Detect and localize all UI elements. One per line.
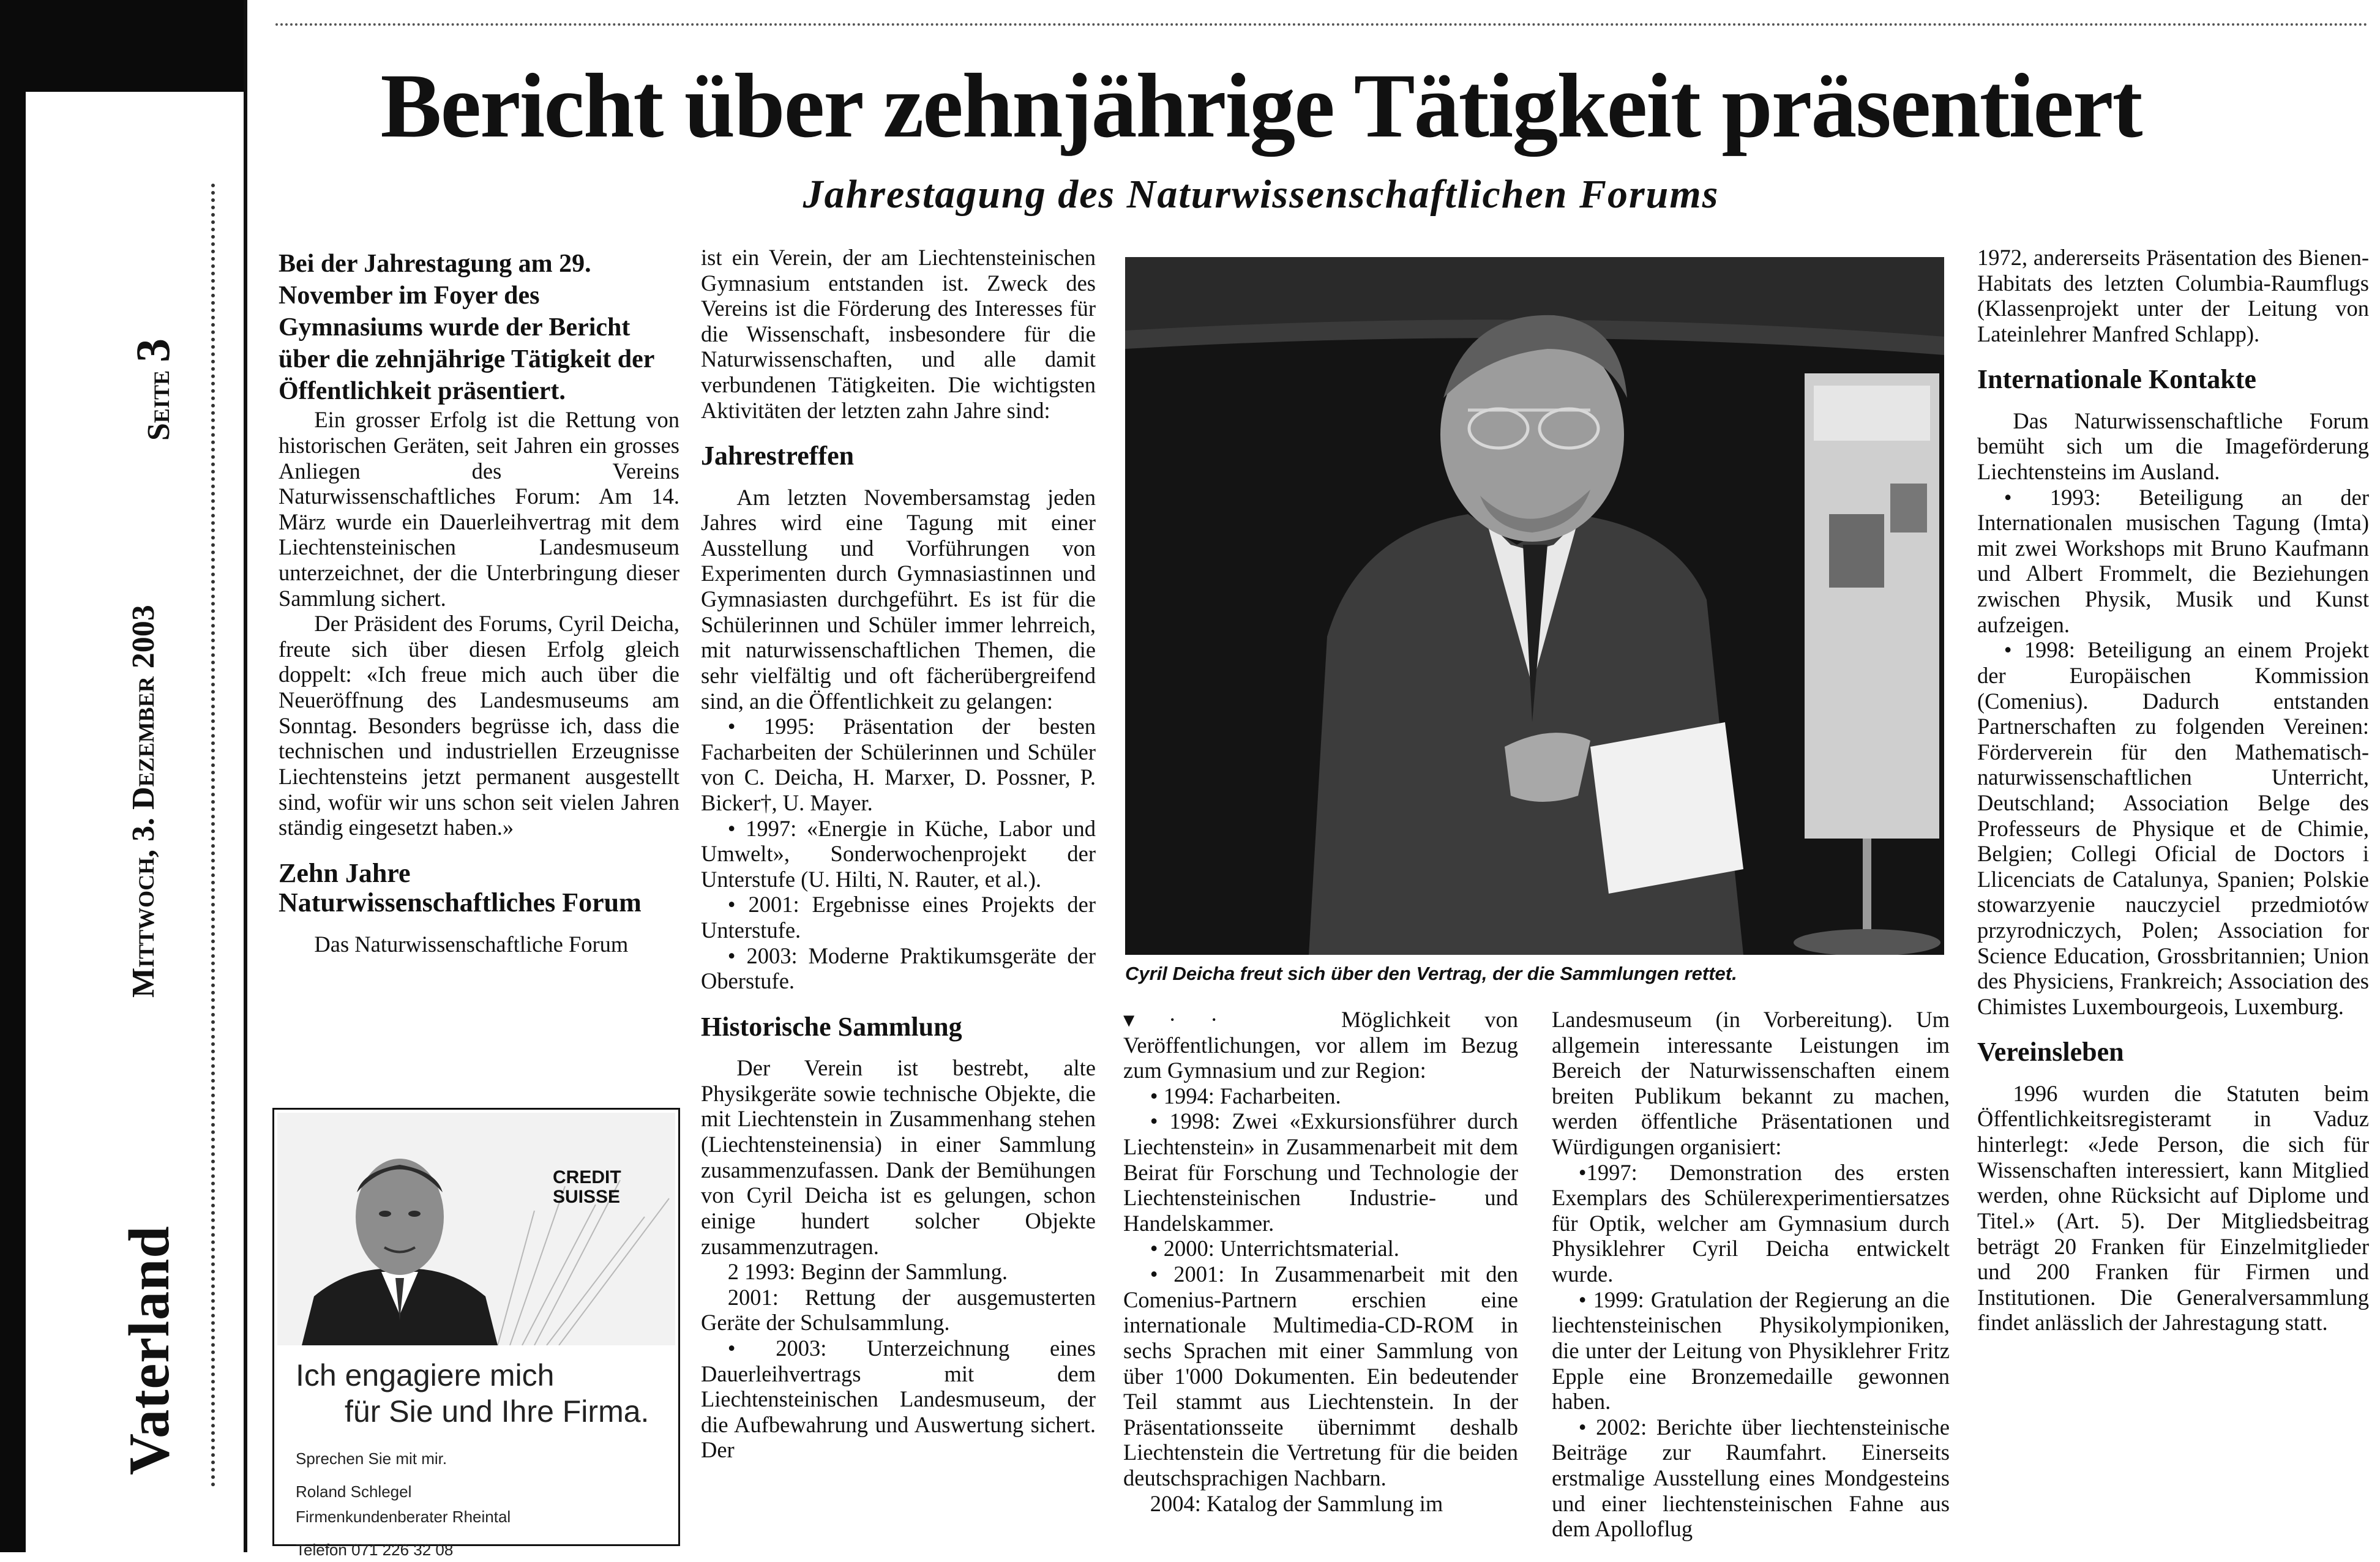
list-item: • 1998: Beteiligung an einem Projekt der Europäischen Kommission (Comenius). Dadurch entstanden Partnerschaften zu folgenden Vereinen: Förderverein für den Mathematisch-naturwissenschaftlichen Unterricht, Deutschland; Association Belge des Professeurs de Physique et de Chimie, Belgien; Collegi Oficial de Doctors i Llicenciats de Catalunya, Spanien; Polskie stowarzyenie nauczyciel przedmiotów przyrodniczych, Polen; Association for Science Education, Grossbritannien; Union des Physiciens, Frankreich; Association des Chimistes Luxembourgeois, Luxemburg. [1977,637,2369,1019]
scan-edge-strip [26,92,246,165]
page-number [125,338,181,441]
paragraph: Landesmuseum (in Vorbereitung). Um allgemein interessante Leistungen im Bereich der Naturwissenschaften einem breiten Publikum bekannt zu machen, werden öffentliche Präsentationen und Würdigungen organisiert: [1552,1007,1950,1160]
newspaper-name: Vaterland [118,1225,181,1475]
publication-list [1123,1083,1518,1516]
article-column-3 [1123,1007,1518,1516]
section-heading: Zehn Jahre Naturwissenschaftliches Forum [279,858,642,918]
contact-phone: Telefon 071 226 32 08 [296,1540,454,1559]
logo-line-2: SUISSE [553,1186,621,1207]
paragraph-text: Möglichkeit von Veröffentlichungen, vor allem im Bezug zum Gymnasium und zur Region: [1123,1007,1518,1083]
article-column-5 [1977,245,2369,1336]
article-headline: Bericht über zehnjährige Tätigkeit präsentiert [380,55,2142,157]
list-item: • 1995: Präsentation der besten Facharbeiten der Schülerinnen und Schüler von C. Deicha, H. Marxer, D. Possner, P. Bicker†, U. Mayer. [701,714,1096,815]
ad-contact [296,1446,663,1562]
page-label: Seite [141,370,176,441]
contact-role: Firmenkundenberater Rheintal [296,1507,511,1526]
article-column-1 [279,248,679,957]
section-heading: Internationale Kontakte [1977,364,2256,395]
contact-name: Roland Schlegel [296,1482,412,1501]
list-item: 2001: Rettung der ausgemusterten Geräte der Schulsammlung. [701,1284,1096,1336]
article-column-4 [1552,1007,1950,1542]
contact-intro: Sprechen Sie mit mir. [296,1449,447,1468]
list-item: • 1994: Facharbeiten. [1150,1083,1341,1108]
list-item: • 2003: Unterzeichnung eines Dauerleihvertrags mit dem Liechtensteinischen Landesmuseum, der die Aufbewahrung und Auswertung sichert. Der [701,1335,1096,1463]
article-lead: Bei der Jahrestagung am 29. November im Foyer des Gymnasiums wurde der Bericht über die zehnjährige Tätigkeit der Öffentlichkeit präsentiert. [279,250,654,406]
list-item: • 2003: Moderne Praktikumsgeräte der Oberstufe. [701,943,1096,994]
article-column-2 [701,245,1096,1463]
activity-list [701,714,1096,994]
ad-slogan-line-1: Ich engagiere mich [296,1358,555,1392]
continuation-marker: ▾ · · [1123,1007,1218,1032]
ad-slogan [296,1358,663,1430]
international-list [1977,485,2369,1020]
page-number-value: 3 [126,338,179,363]
presentation-list [1552,1160,1950,1542]
paragraph: Der Präsident des Forums, Cyril Deicha, freute sich über diesen Erfolg gleich doppelt: «Ich freue mich auch über die Neueröffnung des Landesmuseums am Sonntag. Besonders begrüsse ich, dass die technischen und industriellen Erzeugnisse Liechtensteins jetzt permanent ausgestellt sind, wofür wir uns schon seit vielen Jahren ständig eingesetzt haben.» [279,611,679,840]
credit-suisse-advertisement [272,1108,680,1559]
credit-suisse-logo [553,1168,621,1206]
paragraph: Das Naturwissenschaftliche Forum bemüht sich um die Imageförderung Liechtensteins im Ausland. [1977,408,2369,485]
article-photo [1125,257,1944,955]
cyril-deicha-photo [1125,257,1944,955]
ad-slogan-line-2: für Sie und Ihre Firma. [345,1394,649,1429]
ad-portrait-photo [277,1113,675,1345]
paragraph: Am letzten Novembersamstag jeden Jahres wird eine Tagung mit einer Ausstellung und Vorführungen von Experimenten durch Gymnasiastinnen und Gymnasiasten durchgeführt. Es ist für die Schülerinnen und Schüler immer lehrreich, mit naturwissenschaftlichen Themen, die sehr vielfältig und oft fächerübergreifend sind, an die Öffentlichkeit zu gelangen: [701,484,1096,714]
scan-edge-left [0,92,26,1552]
paragraph: Das Naturwissenschaftliche Forum [314,931,629,957]
paragraph: 1972, andererseits Präsentation des Bienen-Habitats des letzten Columbia-Raumflugs (Klassenprojekt unter der Leitung von Lateinlehrer Manfred Schlapp). [1977,245,2369,346]
photo-caption: Cyril Deicha freut sich über den Vertrag, der die Sammlungen rettet. [1125,963,1737,984]
section-heading: Historische Sammlung [701,1011,962,1042]
paragraph: 1996 wurden die Statuten beim Öffentlichkeitsregisteramt in Vaduz hinterlegt: «Jede Person, die sich für Wissenschaften interessiert, kann Mitglied werden, ohne Rücksicht auf Diplome und Titel.» (Art. 5). Der Mitgliedsbeitrag beträgt 20 Franken für Einzelmitglieder und 200 Franken für Firmen und Institutionen. Die Generalversammlung findet anlässlich der Jahrestagung statt. [1977,1080,2369,1336]
page-masthead [92,184,223,1500]
logo-line-1: CREDIT [553,1167,621,1187]
section-heading: Jahrestreffen [701,441,855,471]
collection-list [701,1259,1096,1463]
article-subtitle: Jahrestagung des Naturwissenschaftlichen Forums [803,172,1720,217]
list-item: • 1997: «Energie in Küche, Labor und Umwelt», Sonderwochenprojekt der Unterstufe (U. Hilti, N. Rauter, et al.). [701,815,1096,892]
paragraph [1123,1007,1518,1083]
scan-edge-fold [244,0,247,1552]
paragraph: ist ein Verein, der am Liechtensteinischen Gymnasium entstanden ist. Zweck des Vereins ist die Förderung des Interesses für die Wissenschaft, insbesondere für die Naturwissenschaften, und alle damit verbundenen Tätigkeiten. Die wichtigsten Aktivitäten der letzten zahn Jahre sind: [701,245,1096,423]
paragraph: Ein grosser Erfolg ist die Rettung von historischen Geräten, seit Jahren ein grosses Anliegen des Vereins Naturwissenschaftliches Forum: Am 14. März wurde ein Dauerleihvertrag mit dem Liechtensteinischen Landesmuseum unterzeichnet, der die Unterbringung dieser Sammlung sichert. [279,407,679,611]
list-item: •1997: Demonstration des ersten Exemplars des Schülerexperimentiersatzes für Optik, welcher am Gymnasium durch Physiklehrer Cyril Deicha entwickelt wurde. [1552,1159,1950,1287]
masthead-dotted-rule [211,184,215,1487]
paragraph: Der Verein ist bestrebt, alte Physikgeräte sowie technische Objekte, die mit Liechtenstein in Zusammenhang stehen (Liechtensteinensia) in einer Sammlung zusammenzufassen. Dank der Bemühungen von Cyril Deicha ist es gelungen, schon einige hundert solcher Objekte zusammenzutragen. [701,1055,1096,1259]
list-item: 2 1993: Beginn der Sammlung. [727,1259,1008,1285]
list-item: • 1999: Gratulation der Regierung an die liechtensteinischen Physikolympioniken, die unter der Leitung von Physiklehrer Fritz Epple eine Bronzemedaille gewonnen haben. [1552,1287,1950,1414]
list-item: • 1993: Beteiligung an der Internationalen musischen Tagung (Imta) mit zwei Workshops mit Bruno Kaufmann und Albert Frommelt, die Beziehungen zwischen Physik, Musik und Kunst aufzeigen. [1977,484,2369,637]
list-item: • 2002: Berichte über liechtensteinische Beiträge zur Raumfahrt. Einerseits erstmalige Ausstellung eines Mondgesteins und einer liechtensteinischen Fahne aus dem Apolloflug [1552,1414,1950,1542]
section-heading: Vereinsleben [1977,1037,2124,1067]
list-item: • 2001: In Zusammenarbeit mit den Comenius-Partnern erschien eine internationale Multimedia-CD-ROM in sechs Sprachen mit einer Sammlung von über 1'000 Dokumenten. Ein bedeutender Teil stammt aus Liechtenstein. In der Präsentationsseite übernimmt deshalb Liechtenstein die Vertretung für die beiden deutschsprachigen Nachbarn. [1123,1261,1518,1490]
list-item: • 1998: Zwei «Exkursionsführer durch Liechtenstein» in Zusammenarbeit mit dem Beirat für Forschung und Technologie der Liechtensteinischen Industrie- und Handelskammer. [1123,1108,1518,1236]
top-dotted-rule [275,23,2369,26]
advisor-portrait-image [277,1113,675,1345]
list-item: 2004: Katalog der Sammlung im [1150,1490,1443,1516]
scan-edge-top [0,0,245,92]
list-item: • 2001: Ergebnisse eines Projekts der Unterstufe. [701,892,1096,943]
list-item: • 2000: Unterrichtsmaterial. [1150,1236,1399,1261]
issue-date: Mittwoch, 3. Dezember 2003 [126,605,161,998]
